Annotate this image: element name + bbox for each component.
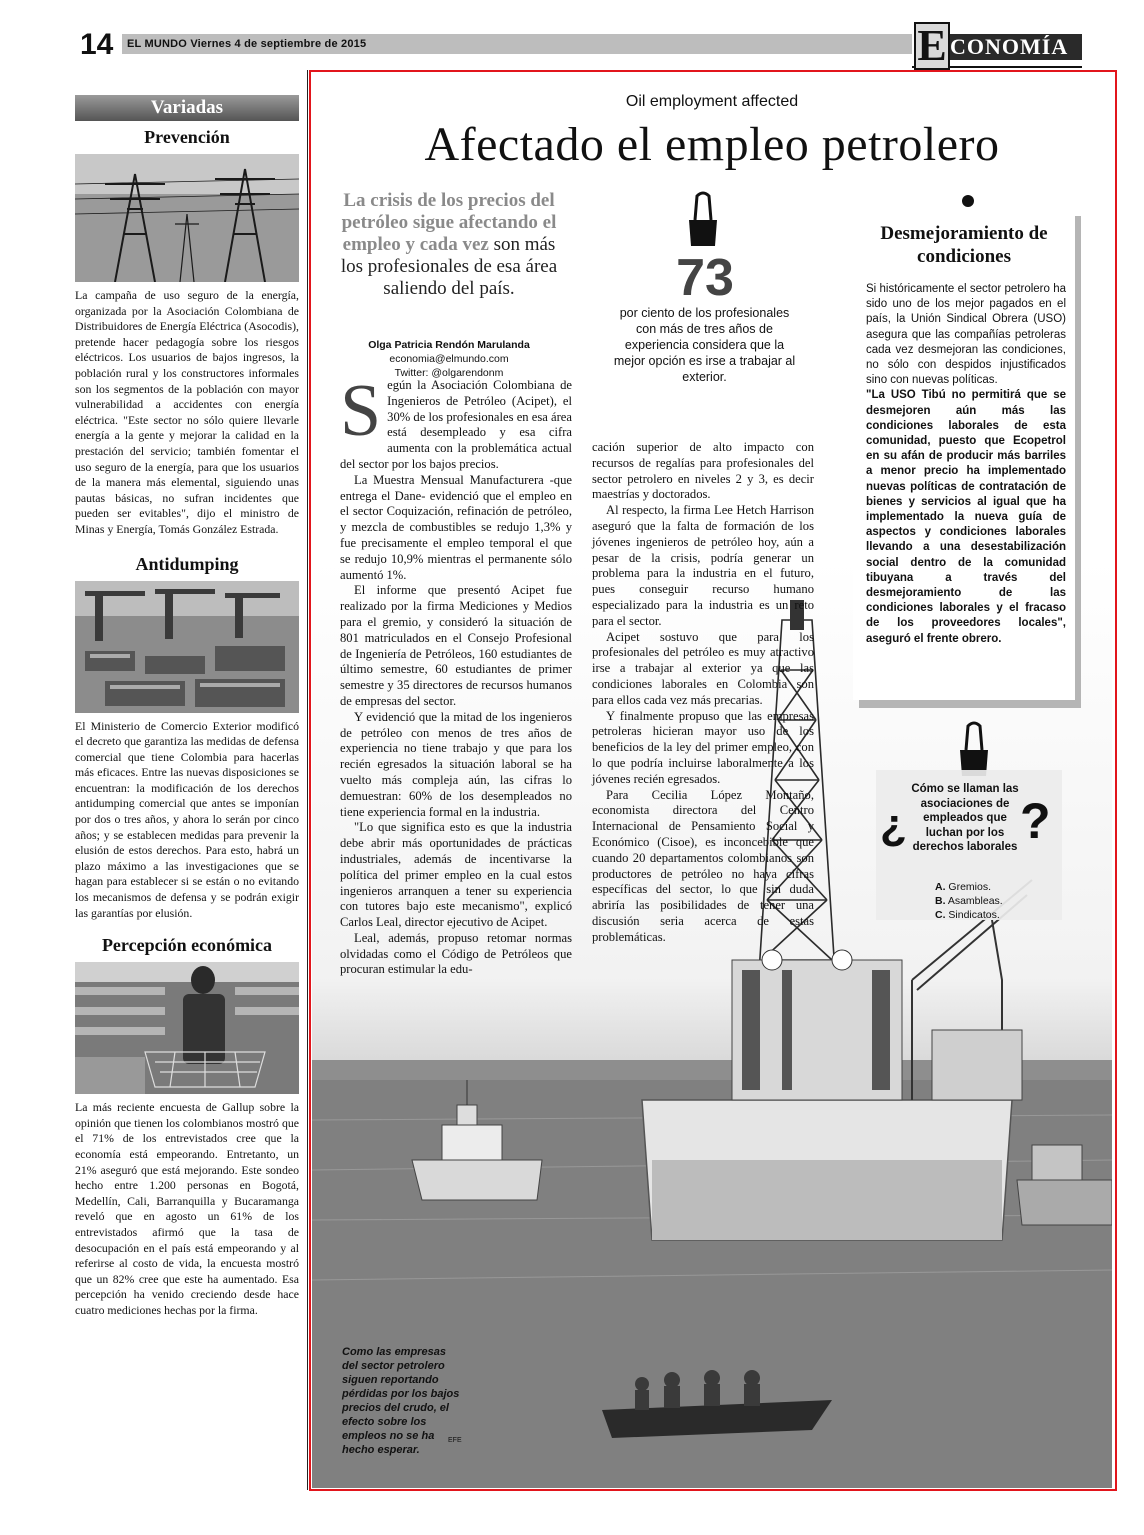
paragraph: Y evidenció que la mitad de los ingenieros de petróleo con menos de tres años de experiencia no tiene trabajo y que para los recién egresados la situación laboral se ha vuelto más compleja aún, las cifras lo demuestran: 60% de los desempleados no tiene experiencia formal en la industria. (340, 709, 572, 819)
quiz-options (935, 880, 1003, 922)
paragraph: La Muestra Mensual Manufacturera -que entrega el Dane- evidenció que el empleo en el sector Coquización, refinación de petróleo, y mezcla de combustibles se redujo 1,3% y fue precisamente el empleo temporal el que se redujo 10,9% mientras el permanente sólo aumentó 1%. (340, 472, 572, 582)
paragraph: egún la Asociación Colombiana de Ingenieros de Petróleo (Acipet), el 30% de los profesionales en esa área está desempleado y esa cifra aumenta con la problemática actual del sector por los bajos precios. (340, 378, 572, 471)
paragraph: Leal, además, propuso retomar normas olvidadas como el Código de Petróleos que procuran estimular la edu- (340, 930, 572, 977)
quiz-question: Cómo se llaman las asociaciones de empleados que luchan por los derechos laborales (911, 783, 1019, 853)
deck-grey: La crisis de los precios del petróleo sigue afectando el empleo y cada vez (341, 190, 557, 255)
sidebar-text-antidumping: El Ministerio de Comercio Exterior modificó el decreto que garantiza las medidas de defensa comercial que tiene Colombia para hacerlas más eficaces. Entre las nuevas disposiciones se encuentran: la modificación de los derechos antidumping comercial que antes se imponían por dos o tres años, y ahora lo serán por cinco años; y se establecen medidas para prevenir la elusión de estos derechos. Para esto, habrá un plazo máximo a las investigaciones que se hagan para establecer si se están o no evitando los mecanismos de defensa y se podrán exigir las garantías por elusión. (75, 718, 299, 920)
sidebar-title-prevencion: Prevención (144, 127, 230, 147)
masthead: EL MUNDO Viernes 4 de septiembre de 2015 (127, 38, 367, 50)
quiz-option: A. Gremios. (935, 881, 992, 893)
sidebox-quote: "La USO Tibú no permitirá que se desmejoren aún más las condiciones laborales de esta comunidad, puesto que Ecopetrol en su afán de producir más barriles a menor precio ha implementado nuevas políticas de contratación de bienes y servicios al igual que ha implementado la nueva guía de aspectos y condiciones laborales llevando a una desestabilización social dentro de la comunidad tibuyana a través del desmejoramiento de las condiciones laborales y el fracaso de los proveedores locales", aseguró el frente obrero. (866, 389, 1066, 645)
photo-caption: Como las empresas del sector petrolero siguen reportando pérdidas por los bajos precios del crudo, el efecto sobre los empleos no se ha hecho esperar. (342, 1346, 460, 1456)
binder-clip-icon (683, 190, 723, 246)
paragraph: Al respecto, la firma Lee Hetch Harrison aseguró que la falta de formación de los jóvenes ingenieros de petróleo hoy, aún a pesar de la crisis, podría generar un problema para la industria en el futuro, pues conseguir recurso humano especializado para la industria es un reto para el sector. (592, 503, 814, 628)
byline-author: Olga Patricia Rendón Marulanda (368, 339, 530, 351)
pin-icon (962, 195, 974, 207)
article-headline: Afectado el empleo petrolero (424, 118, 1000, 171)
photo-credit: EFE (448, 1437, 462, 1444)
sidebar-variadas (75, 95, 299, 1319)
stat-number: 73 (676, 249, 734, 307)
paragraph: Acipet sostuvo que para los profesionales del petróleo es muy atractivo irse a trabajar al exterior ya que las condiciones laborales en Colombia son para ellos cada vez más precarias. (592, 629, 814, 707)
byline-email: economia@elmundo.com (389, 353, 509, 365)
binder-clip-icon (954, 720, 994, 776)
sidebox-title: Desmejoramiento de condiciones (880, 223, 1048, 267)
question-mark-icon: ? (1020, 793, 1051, 849)
paragraph: cación superior de alto impacto con recursos de regalías para profesionales del sector petrolero en niveles 2 y 3, es decir maestrías y doctorados. (592, 440, 814, 502)
quiz-option: B. Asambleas. (935, 895, 1003, 907)
inverted-question-mark-icon: ¿ (880, 800, 907, 849)
sidebox-text (866, 282, 1066, 647)
photo-supermarket-shopper (75, 962, 299, 1094)
paragraph: Y finalmente propuso que las empresas petroleras hicieran mayor uso de los beneficios de la ley del primer empleo, con lo que podría incluirse laboralmente a los jóvenes recién egresados. (592, 708, 814, 786)
sidebar-title-antidumping: Antidumping (135, 553, 239, 574)
quiz-option: C. Sindicatos. (935, 909, 1000, 921)
sidebox-paragraph: Si históricamente el sector petrolero ha sido uno de los mejor pagados en el país, la Unión Sindical Obrera (USO) asegura que las compañías petroleras cada vez desmejoran las condiciones, no sólo con despidos injustificados sino con nuevas políticas. (866, 283, 1066, 387)
byline-twitter: Twitter: @olgarendonm (394, 367, 504, 379)
photo-power-lines (75, 154, 299, 282)
sidebar-text-percepcion: La más reciente encuesta de Gallup sobre la opinión que tienen los colombianos mostró que el 71% de los entrevistados cree que la economía está empeorando. Entretanto, un 21% aseguró que está mejorando. Este sondeo hecho entre 1.200 personas en Bogotá, Medellín, Cali, Barranquilla y Bucaramanga reveló que en agosto un 61% de los entrevistados afirmó que la tasa de desocupación en el país está empeorando y al referirse al costo de vida, la encuesta mostró que un 82% cree que este ha aumentado. Esa percepción ha venido creciendo desde hace cuatro mediciones hechas por la firma. (75, 1100, 299, 1317)
sidebar-title-percepcion: Percepción económica (101, 935, 273, 956)
sidebar-text-prevencion: La campaña de uso seguro de la energía, organizada por la Asociación Colombiana de Distribuidores de Energía Eléctrica (Asocodis), pretende hacer pedagogía sobre los riesgos eléctricos. Los usuarios de bajos ingresos, la población rural y los constructores informales son los segmentos de la población con mayor vulnerabilidad a accidentes con energía eléctrica. "Este sector no sólo quiere llevarle energía a la gente y mejorar la calidad en la prestación del servicio; también fomentar el uso seguro de la energía, para que los usuarios de la manera más elemental, siguiendo unas pautas básicas, no sufran incidentes que pueden ser evitables", dijo el ministro de Minas y Energía, Tomás González Estrada. (75, 288, 299, 536)
column-rule (307, 70, 308, 1490)
dropcap: S (340, 370, 382, 452)
article-column-2 (592, 440, 814, 946)
section-initial: E (914, 22, 950, 70)
stat-text: por ciento de los profesionales con más de tres años de experiencia considera que la mejor opción es irse a trabajar al exterior. (613, 306, 796, 384)
paragraph: El informe que presentó Acipet fue realizado por la firma Mediciones y Medios para el gremio, y consideró la situación de 801 matriculados en el Consejo Profesional de Ingeniería de Petróleos, 160 estudiantes de último semestre, 60 estudiantes de primer semestre y 35 directores de recursos humanos de empresas del sector. (340, 583, 572, 708)
photo-port-containers (75, 581, 299, 713)
deck-dark: son más los profesionales de esa área saliendo del país. (340, 234, 558, 299)
paragraph: "Lo que significa esto es que la industria debe abrir más oportunidades de prácticas industriales, además de incentivarse la política del primer empleo en la cual estos ingenieros arranquen a tener su experiencia con tutores bajo este mecanismo", explicó Carlos Leal, director ejecutivo de Acipet. (340, 820, 572, 930)
sidebar-banner: Variadas (75, 95, 299, 121)
paragraph: Para Cecilia López Montaño, economista directora del Centro Internacional de Pensamiento Social y Económico (Cisoe), es inconcebible que cuando 20 departamentos colombianos son productores de petróleo no haya cifras específicas del sector, lo que sin duda abriría las posibilidades de tener una discusión seria acerca de estas problemáticas. (592, 787, 814, 944)
page-number: 14 (80, 28, 114, 61)
article-kicker: Oil employment affected (625, 93, 799, 110)
section-name: CONOMÍA (950, 34, 1082, 60)
article-deck (330, 190, 568, 300)
